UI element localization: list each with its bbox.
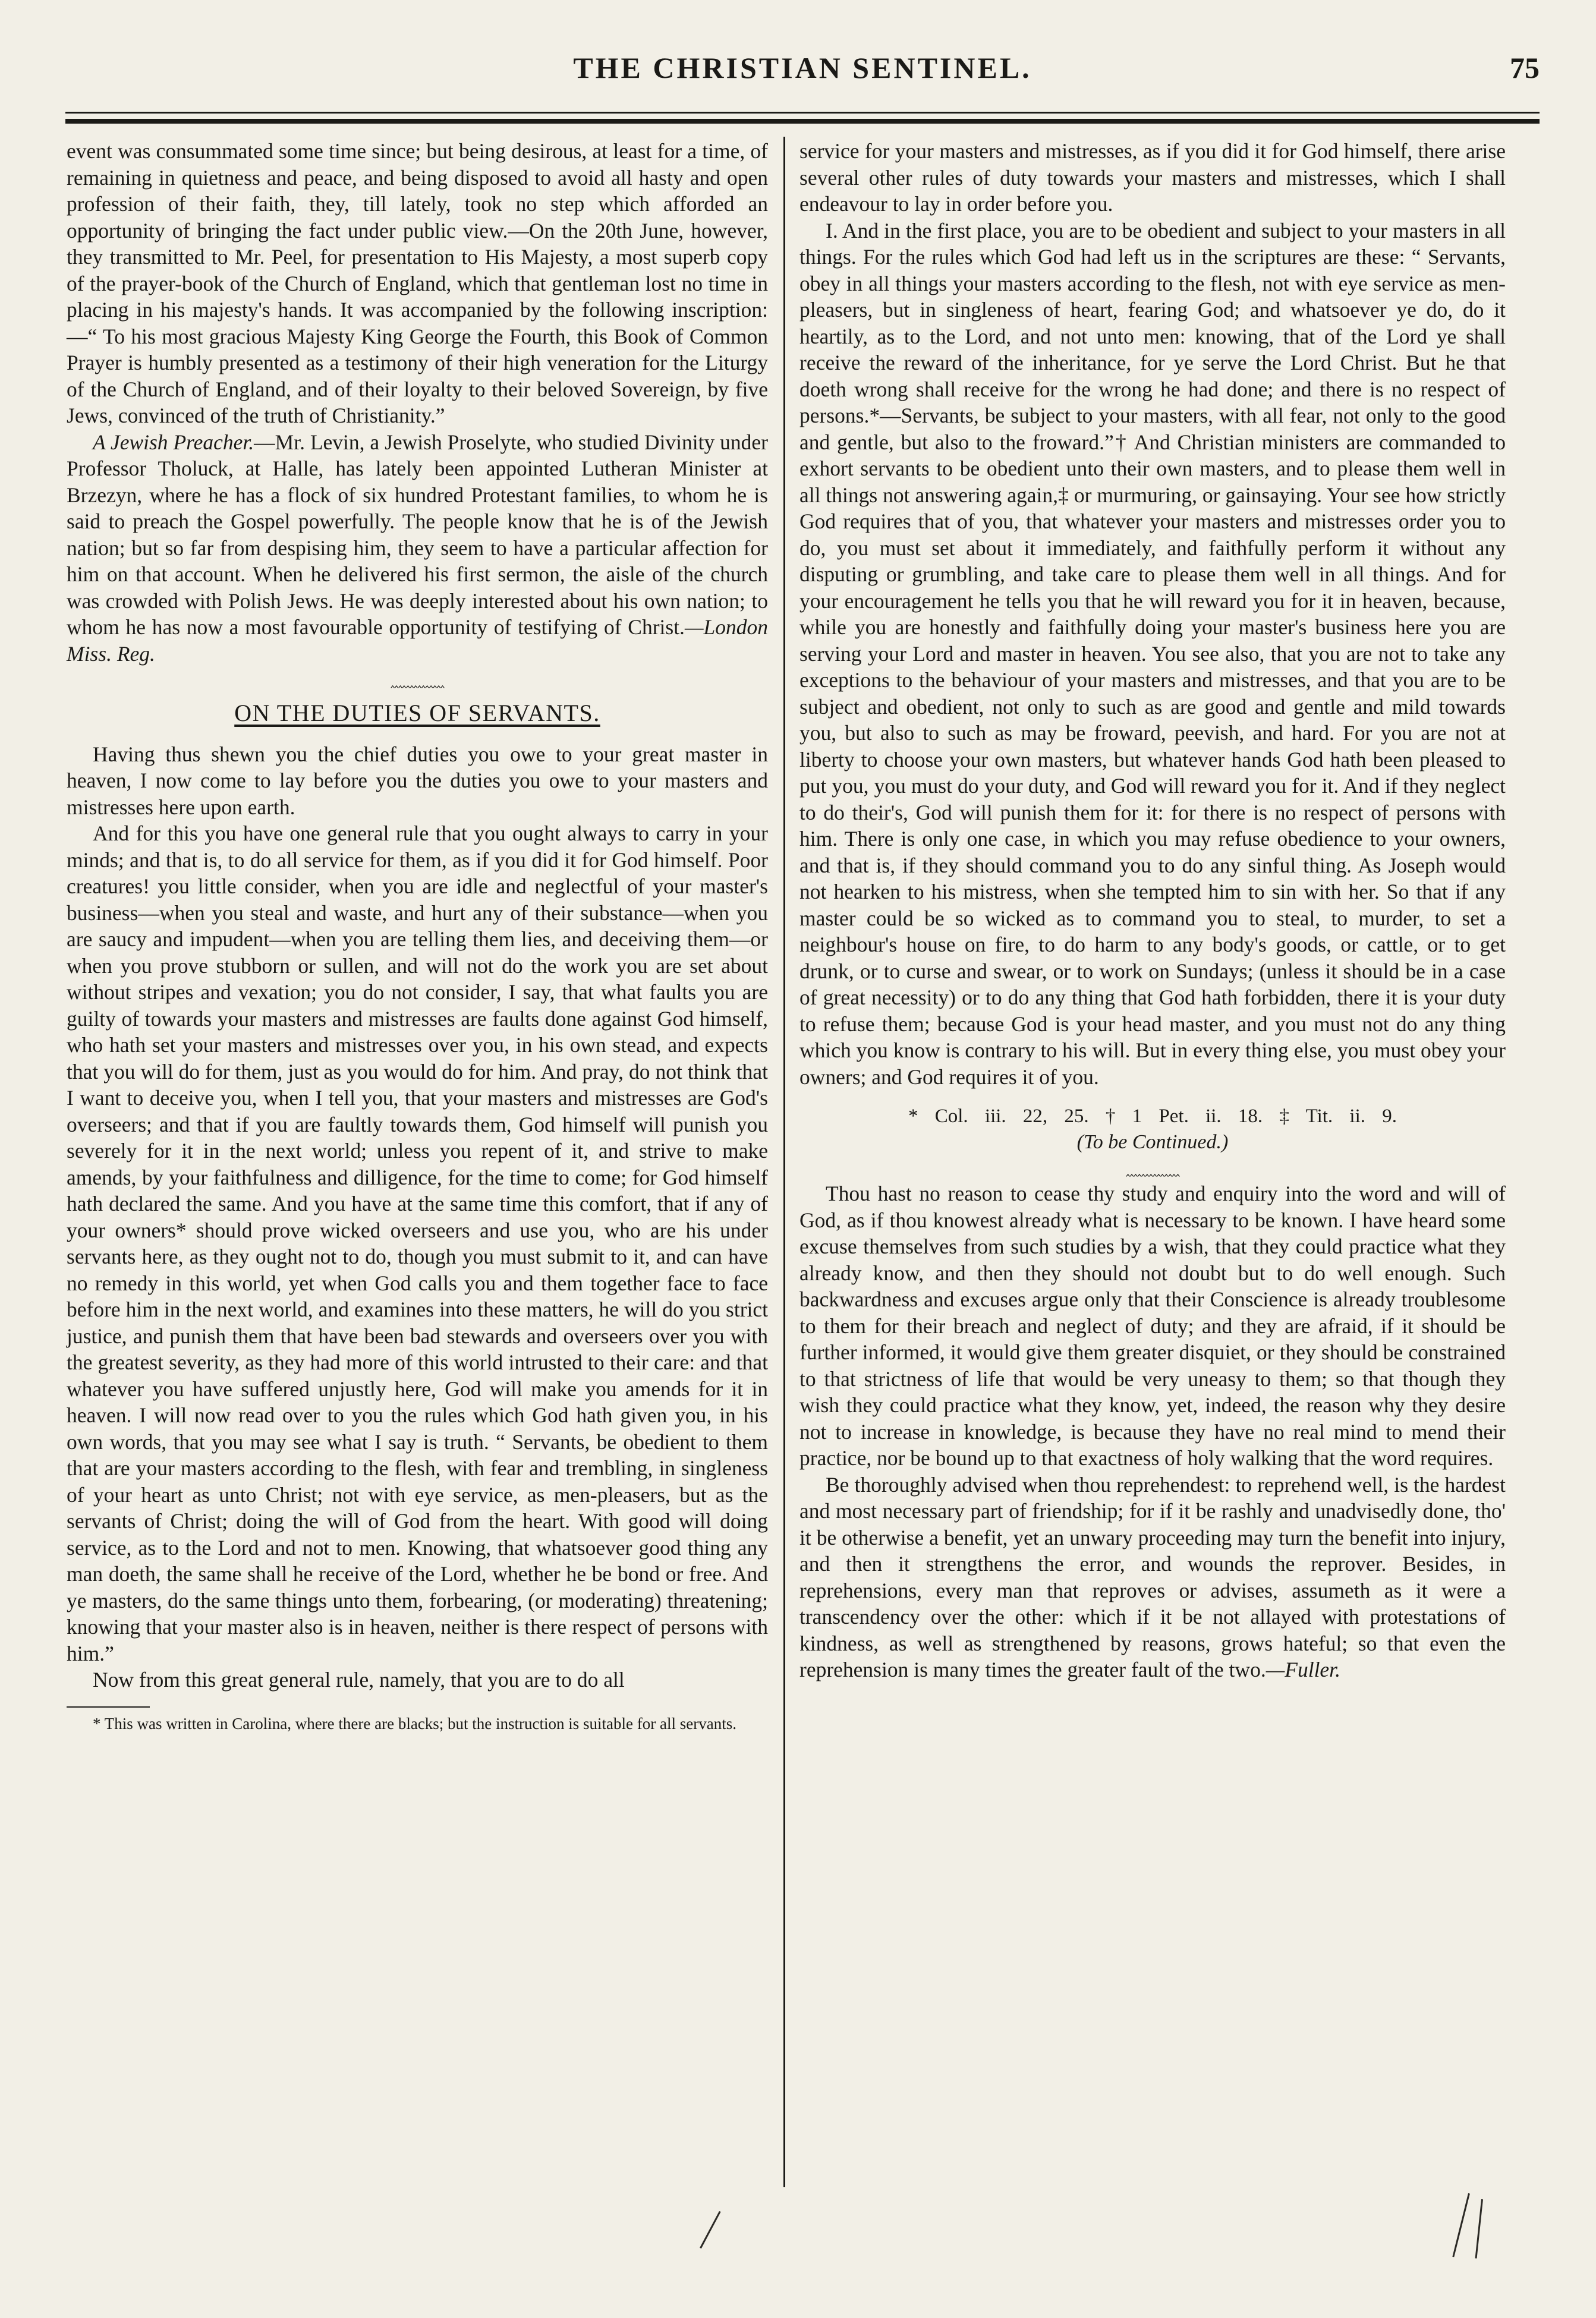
pen-mark (700, 2211, 721, 2248)
right-column (799, 138, 1506, 1683)
body-paragraph: service for your masters and mistresses, as if you did it for God himself, there arise several other rules of duty towards your masters and mistresses, which I shall endeavour to lay in order before you. (799, 139, 1506, 216)
body-paragraph: I. And in the first place, you are to be obedient and subject to your masters in all things. For the rules which God had left us in the scriptures are these: “ Servants, obey in all things your masters according to the flesh, not with eye service as men-pleasers, but in singleness of heart, fearing God; and whatsoever ye do, do it heartily, as to the Lord, and not unto men: knowing, that of the Lord ye shall receive the reward of the inheritance, for ye serve the Lord Christ. But he that doeth wrong shall receive for the wrong he had done; and there is no respect of persons.*—Servants, be subject to your masters, with all fear, not only to the good and gentle, but also to the froward.”† And Christian ministers are commanded to exhort servants to be obedient unto their own masters, and to please them well in all things not answering again,‡ or murmuring, or gainsaying. Your see how strictly God requires that of you, that whatever your masters and mistresses order you to do, you must set about it immediately, and faithfully perform it without any disputing or grumbling, and take care to please them well in all things. And for your encouragement he tells you that he will reward you for it in heaven, because, while you are honestly and faithfully doing your master's business here you are serving your Lord and master in heaven. You see also, that you are not to take any exceptions to the behaviour of your masters and mistresses, and that you are to be subject and obedient, not only to such as are good and gentle and mild towards you, but also to such as may be froward, peevish, and hard. For you are not at liberty to choose your own masters, but whatever hands God hath been pleased to put you, you must do your duty, and God will reward you for it. And if they neglect to do their's, God will punish them for it: for there is no respect of persons with him. There is only one case, in which you may refuse obedience to your owners, and that is, if they should command you to do any sinful thing. As Joseph would not hearken to his mistress, when she tempted him to sin with her. So that if any master could be so wicked as to command you to steal, to murder, to set a neighbour's house on fire, to do harm to any body's goods, or cattle, or to get drunk, or to curse and swear, or to work on Sundays; (unless it should be in a case of great necessity) or to do any thing that God hath forbidden, there it is your duty to refuse them; because God is your head master, and you must not do any thing which you know is contrary to his will. But in every thing else, you must obey your owners; and God requires it of you. (799, 218, 1506, 1089)
section-heading: ON THE DUTIES OF SERVANTS. (234, 700, 600, 726)
page-header (65, 51, 1540, 98)
body-paragraph: Thou hast no reason to cease thy study and enquiry into the word and will of God, as if thou knowest already what is necessary to be known. I have heard some excuse themselves from such studies by a wish, that they could practice what they already know, and then they should not doubt but to do well enough. Such backwardness and excuses argue only that their Conscience is already troublesome to them for their breach and neglect of duty; and they are afraid, if it should be further informed, it would give them greater disquiet, or they should be constrained to that strictness of life that would be very uneasy to them; so that though they wish they could practice what they know, yet, indeed, the reason why they desire not to increase in knowledge, is because they have no real mind to mend their practice, nor be bound up to that exactness of holy walking that the word requires. (799, 1182, 1506, 1470)
jewish-preacher-source: —London Miss. Reg. (67, 615, 768, 666)
scripture-references: * Col. iii. 22, 25. † 1 Pet. ii. 18. ‡ Tit. ii. 9. (908, 1106, 1397, 1127)
body-paragraph-text: Be thoroughly advised when thou reprehendest: to reprehend well, is the hardest and most necessary part of friendship; for if it be rashly and unadvisedly done, tho' it be otherwise a benefit, yet an unwary proceeding may turn the benefit into injury, and then it strengthens the error, and wounds the reprover. Besides, in reprehensions, every man that reproves or advises, assumeth as it were a transcendency over the other: which if it be not allayed with protestations of kindness, as well as strengthened by reasons, grows hateful; so that even the reprehension is many times the greater fault of the two. (799, 1472, 1506, 1681)
column-divider (783, 137, 785, 2187)
page-number: 75 (1510, 51, 1540, 84)
ornament-divider: ‸‸‸‸‸‸‸‸‸‸‸‸‸‸ (1125, 1161, 1180, 1176)
pen-mark (1475, 2199, 1483, 2259)
to-be-continued: (To be Continued.) (1076, 1131, 1229, 1153)
pen-mark (1452, 2193, 1470, 2257)
body-paragraph (799, 1472, 1506, 1683)
footnote: * This was written in Carolina, where there are blacks; but the instruction is suitable for all servants. (93, 1714, 736, 1733)
header-rule-thick (65, 119, 1540, 124)
body-paragraph: Having thus shewn you the chief duties you owe to your great master in heaven, I now come to lay before you the duties you owe to your masters and mistresses here upon earth. (67, 742, 768, 819)
running-title: THE CHRISTIAN SENTINEL. (573, 51, 1032, 84)
left-column (67, 138, 768, 1734)
body-paragraph: Now from this great general rule, namely, that you are to do all (93, 1668, 625, 1692)
signature: —Fuller. (1266, 1658, 1340, 1681)
article-continuation-paragraph: event was consummated some time since; but being desirous, at least for a time, of remaining in quietness and peace, and being disposed to avoid all hasty and open profession of their faith, they, till lately, took no step which afforded an opportunity of bringing the fact under public view.—On the 20th June, however, they transmitted to Mr. Peel, for presentation to His Majesty, a most superb copy of the prayer-book of the Church of England, which that gentleman lost no time in placing in his majesty's hands. It was accompanied by the following inscription:—“ To his most gracious Majesty King George the Fourth, this Book of Common Prayer is humbly presented as a testimony of their high veneration for the Liturgy of the Church of England, and of their loyalty to their beloved Sovereign, by five Jews, convinced of the truth of Christianity.” (67, 139, 768, 427)
jewish-preacher-label: A Jewish Preacher. (93, 430, 254, 454)
header-rule-thin (65, 112, 1540, 114)
jewish-preacher-paragraph (67, 429, 768, 667)
footnote-rule (67, 1706, 150, 1708)
body-paragraph: And for this you have one general rule that you ought always to carry in your minds; and that is, to do all service for them, as if you did it for God himself. Poor creatures! you little consider, when you are idle and neglectful of your master's business—when you steal and waste, and hurt any of their substance—when you are saucy and impudent—when you are telling them lies, and deceiving them—or when you prove stubborn or sullen, and will not do the work you are set about without stripes and vexation; you do not consider, I say, that what faults you are guilty of towards your masters and mistresses are faults done against God himself, who hath set your masters and mistresses over you, in his own stead, and expects that you will do for them, just as you would do for him. And pray, do not think that I want to deceive you, when I tell you, that your masters and mistresses are God's overseers; and that if you are faultly towards them, God himself will punish you severely for it in the next world; unless you repent of it, and strive to make amends, by your faithfulness and dilligence, for the time to come; for God himself hath declared the same. And you have at the same time this comfort, that if any of your owners* should prove wicked overseers and use you, who are his under servants here, as they ought not to do, though you must submit to it, and can have no remedy in this world, yet when God calls you and them together face to face before him in the next world, and examines into these matters, he will do you strict justice, and punish them that have been bad stewards and overseers over you with the greatest severity, as they had more of this world intrusted to their care: and that whatever you have suffered unjustly here, God will make you amends for it in heaven. I will now read over to you the rules which God hath given you, in his own words, that you may see what I say is truth. “ Servants, be obedient to them that are your masters according to the flesh, with fear and trembling, in singleness of your heart as unto Christ; not with eye service, as men-pleasers, but as the servants of Christ; doing the will of God from the heart. With good will doing service, as to the Lord and not to men. Knowing, that whatsoever good thing any man doeth, the same shall he receive of the Lord, whether he be bond or free. And ye masters, do the same things unto them, forbearing, (or moderating) threatening; knowing that your master also is in heaven, neither is there respect of persons with him.” (67, 821, 768, 1665)
ornament-divider: ‸‸‸‸‸‸‸‸‸‸‸‸‸‸ (390, 673, 445, 688)
jewish-preacher-text: —Mr. Levin, a Jewish Proselyte, who studied Divinity under Professor Tholuck, at Halle, has lately been appointed Lutheran Minister at Brzezyn, where he has a flock of six hundred Protestant families, to whom he is said to preach the Gospel powerfully. The people know that he is of the Jewish nation; but so far from despising him, they seem to have a particular affection for him on that account. When he delivered his first sermon, the aisle of the church was crowded with Polish Jews. He was deeply interested about his own nation; to whom he has now a most favourable opportunity of testifying of Christ. (67, 430, 768, 639)
